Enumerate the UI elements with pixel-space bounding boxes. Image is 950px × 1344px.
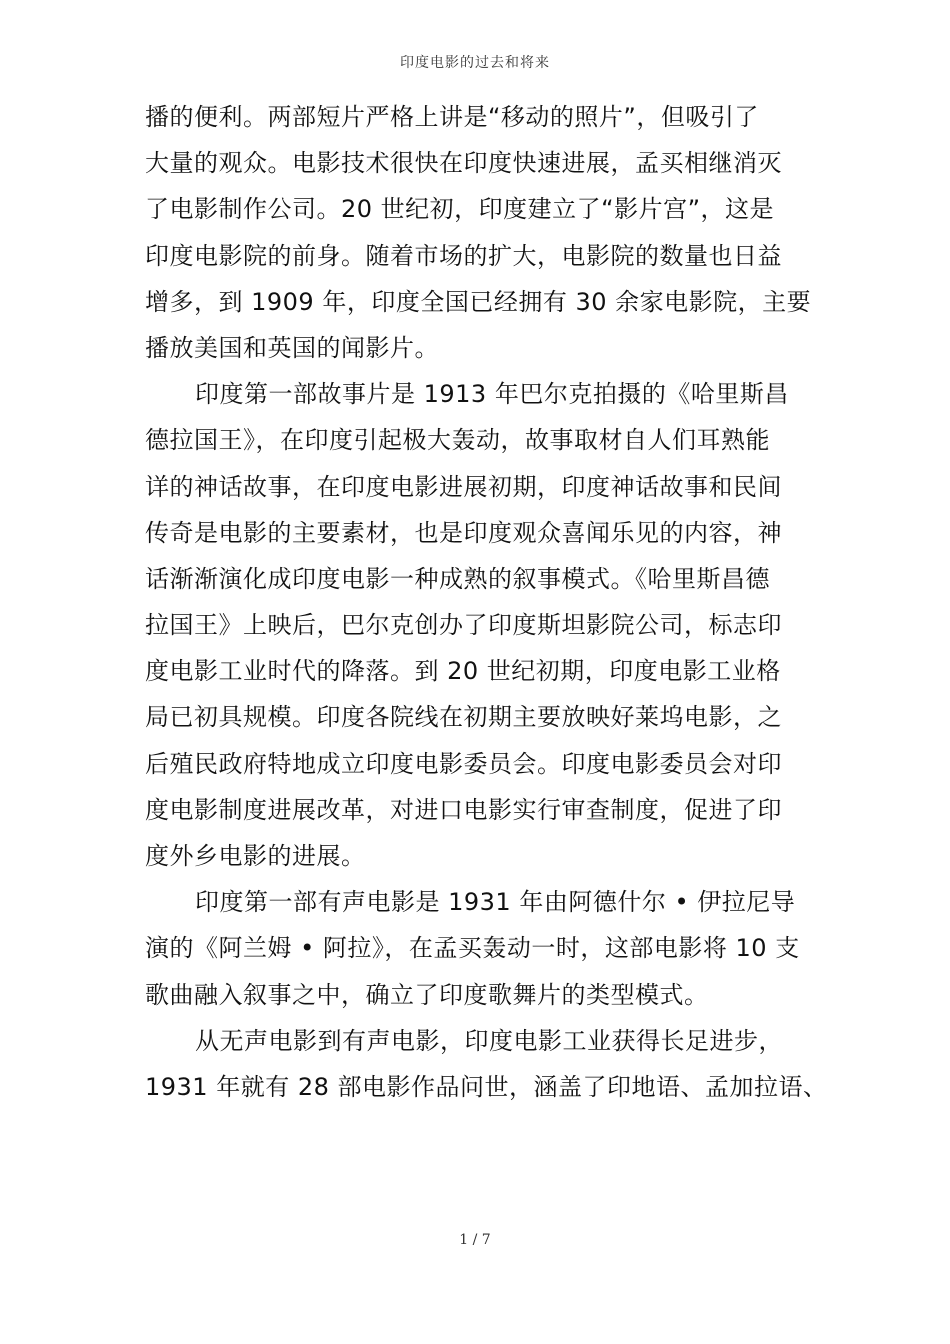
paragraph-4-line-1: 从无声电影到有声电影，印度电影工业获得长足进步， — [195, 1026, 783, 1055]
paragraph-2-line-3: 详的神话故事，在印度电影进展初期，印度神话故事和民间 — [145, 472, 782, 501]
paragraph-1-line-2: 大量的观众。电影技术很快在印度快速进展，孟买相继消灭 — [145, 149, 782, 178]
paragraph-2-line-4: 传奇是电影的主要素材，也是印度观众喜闻乐见的内容，神 — [145, 518, 782, 547]
paragraph-3-line-3: 歌曲融入叙事之中，确立了印度歌舞片的类型模式。 — [145, 980, 709, 1009]
paragraph-2-line-8: 局已初具规模。印度各院线在初期主要放映好莱坞电影，之 — [145, 703, 782, 732]
paragraph-3-line-1: 印度第一部有声电影是 1931 年由阿德什尔 • 伊拉尼导 — [195, 888, 796, 917]
paragraph-2-line-11: 度外乡电影的进展。 — [145, 842, 366, 870]
paragraph-2-line-2: 德拉国王》，在印度引起极大轰动，故事取材自人们耳熟能 — [145, 426, 770, 455]
paragraph-1-line-1: 播的便利。两部短片严格上讲是“移动的照片”，但吸引了 — [145, 103, 759, 131]
document-body — [145, 94, 828, 1110]
paragraph-1-line-5: 增多，到 1909 年，印度全国已经拥有 30 余家电影院，主要 — [145, 287, 812, 316]
paragraph-1-line-6: 播放美国和英国的闻影片。 — [145, 333, 439, 362]
paragraph-4-line-2: 1931 年就有 28 部电影作品问世，涵盖了印地语、孟加拉语、 — [145, 1072, 828, 1101]
paragraph-2-line-7: 度电影工业时代的降落。到 20 世纪初期，印度电影工业格 — [145, 657, 781, 686]
page-header-title: 印度电影的过去和将来 — [400, 55, 550, 71]
page-number: 1 / 7 — [459, 1232, 491, 1248]
paragraph-2-line-1: 印度第一部故事片是 1913 年巴尔克拍摄的《哈里斯昌 — [195, 380, 789, 409]
paragraph-1-line-3: 了电影制作公司。20 世纪初，印度建立了“影片宫”，这是 — [145, 195, 775, 224]
paragraph-2-line-10: 度电影制度进展改革，对进口电影实行审查制度，促进了印 — [145, 795, 782, 824]
paragraph-2-line-9: 后殖民政府特地成立印度电影委员会。印度电影委员会对印 — [145, 749, 782, 778]
paragraph-1-line-4: 印度电影院的前身。随着市场的扩大，电影院的数量也日益 — [145, 241, 782, 270]
paragraph-3-line-2: 演的《阿兰姆 • 阿拉》，在孟买轰动一时，这部电影将 10 支 — [145, 934, 800, 963]
paragraph-2-line-6: 拉国王》上映后，巴尔克创办了印度斯坦影院公司，标志印 — [145, 611, 782, 640]
paragraph-2-line-5: 话渐渐演化成印度电影一种成熟的叙事模式。《哈里斯昌德 — [145, 564, 770, 593]
